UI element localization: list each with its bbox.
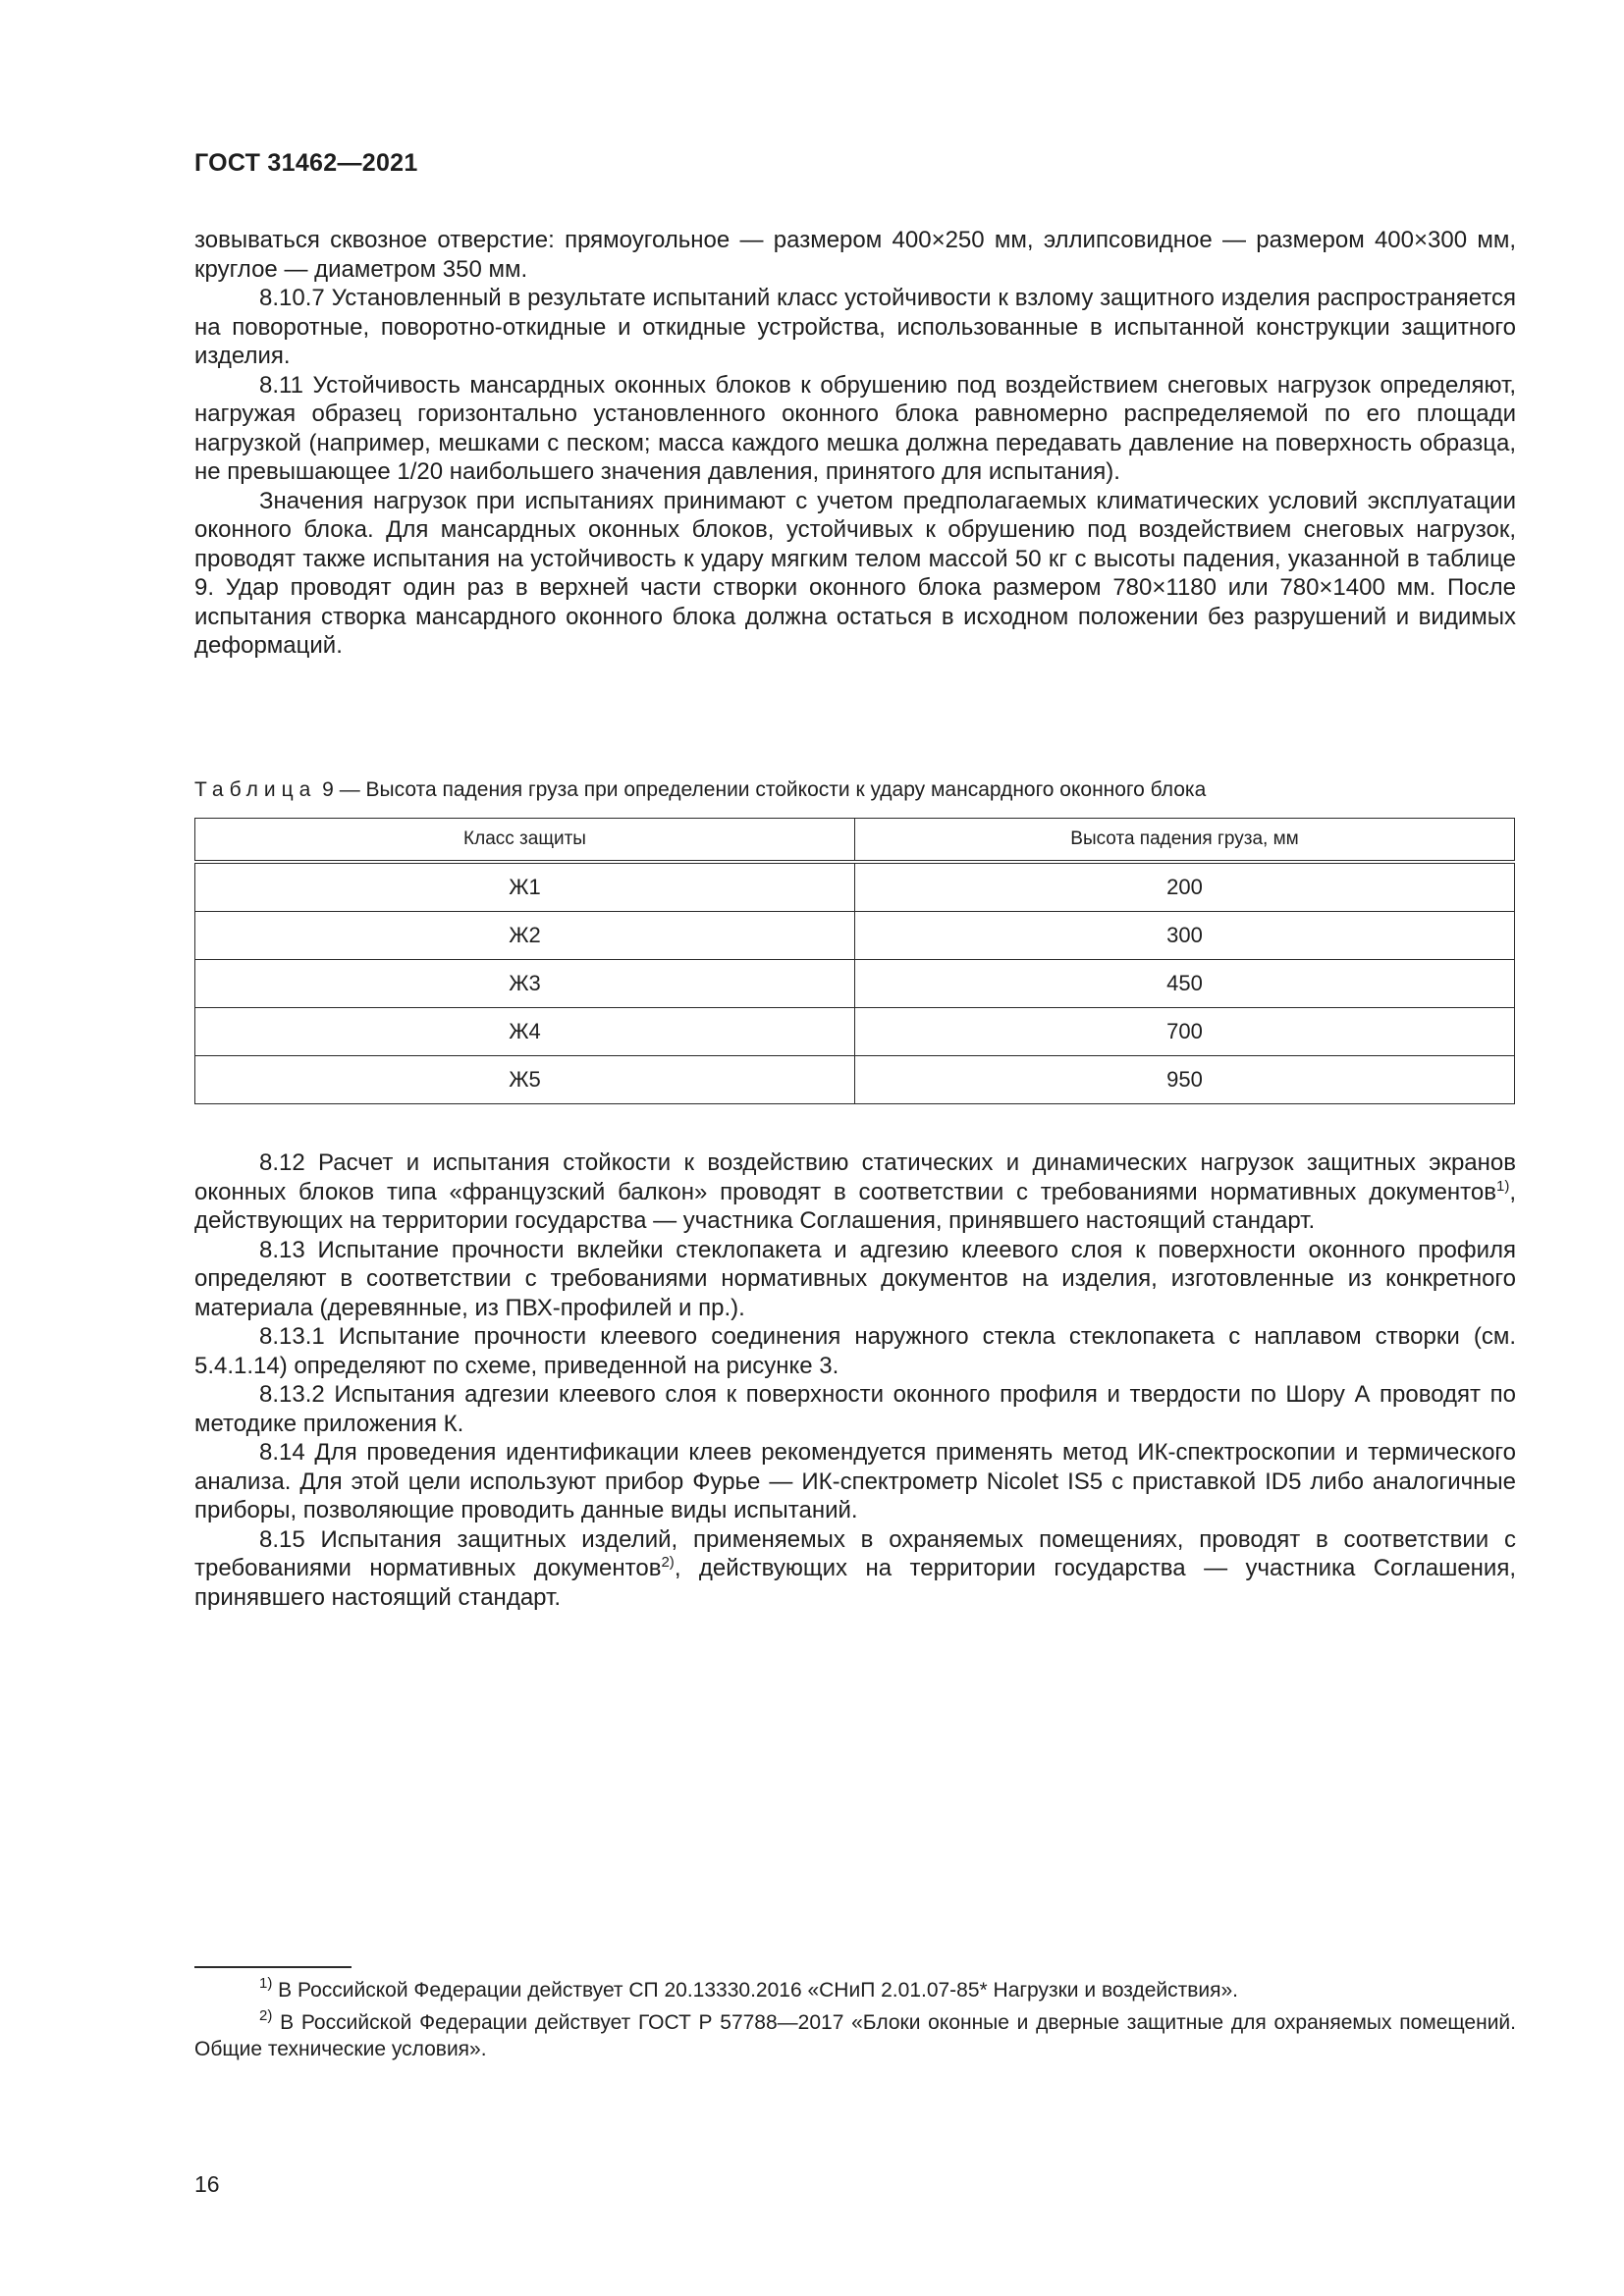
text-block-after-table: [194, 1148, 1516, 1612]
drop-height-table: [194, 818, 1515, 1104]
paragraph-8-14: 8.14 Для проведения идентификации клеев рекомендуется применять метод ИК-спектроскопии и термического анализа. Для этой цели используют прибор Фурье — ИК-спектрометр Nicolet IS5 с приставкой ID5 либо аналогичные приборы, позволяющие проводить данные виды испытаний.: [194, 1439, 1516, 1523]
column-header-height: Высота падения груза, мм: [855, 819, 1515, 863]
paragraph-8-13-2: 8.13.2 Испытания адгезии клеевого слоя к поверхности оконного профиля и твердости по Шору А проводят по методике приложения К.: [194, 1381, 1516, 1437]
cell-height: 700: [855, 1008, 1515, 1056]
footnote-mark-2: 2): [259, 2007, 273, 2024]
column-header-class: Класс защиты: [195, 819, 855, 863]
table-caption: [194, 778, 1206, 802]
footnote-1: [194, 1977, 1516, 2003]
table-caption-label: Таблица: [194, 778, 317, 801]
footnotes: [194, 1977, 1516, 2068]
table-row: [195, 912, 1515, 960]
document-header: ГОСТ 31462—2021: [194, 149, 418, 177]
cell-height: 950: [855, 1056, 1515, 1104]
cell-height: 450: [855, 960, 1515, 1008]
footnote-2: [194, 2009, 1516, 2062]
page-number: 16: [194, 2171, 220, 2197]
paragraph-8-15-text-b: , действующих на территории государства — участника Соглашения, принявшего настоящий стандарт.: [194, 1555, 1516, 1611]
paragraph-8-13: 8.13 Испытание прочности вклейки стеклопакета и адгезию клеевого слоя к поверхности оконного профиля определяют в соответствии с требованиями нормативных документов на изделия, изготовленные из конкретного материала (деревянные, из ПВХ-профилей и пр.).: [194, 1236, 1516, 1321]
table-header-row: [195, 819, 1515, 863]
footnote-ref-2[interactable]: 2): [661, 1554, 675, 1571]
footnote-divider: [194, 1966, 352, 1968]
footnote-mark-1: 1): [259, 1975, 273, 1992]
text-block-before-table: [194, 226, 1516, 661]
paragraph-8-10-7: 8.10.7 Установленный в результате испытаний класс устойчивости к взлому защитного изделия распространяется на поворотные, поворотно-откидные и откидные устройства, использованные в испытанной конструкции защитного изделия.: [194, 285, 1516, 369]
table-row: [195, 862, 1515, 912]
footnote-ref-1[interactable]: 1): [1495, 1177, 1510, 1195]
paragraph-load-values: Значения нагрузок при испытаниях принимают с учетом предполагаемых климатических условий эксплуатации оконного блока. Для мансардных оконных блоков, устойчивых к обрушению под воздействием снеговых нагрузок, проводят также испытания на устойчивость к удару мягким телом массой 50 кг с высоты падения, указанной в таблице 9. Удар проводят один раз в верхней части створки оконного блока размером 780×1180 или 780×1400 мм. После испытания створка мансардного оконного блока должна остаться в исходном положении без разрушений и видимых деформаций.: [194, 487, 1516, 659]
table-caption-text: 9 — Высота падения груза при определении стойкости к удару мансардного оконного блока: [316, 778, 1207, 801]
paragraph-8-12-text-b: , действующих на территории государства — участника Соглашения, принявшего настоящий стандарт.: [194, 1178, 1516, 1234]
paragraph-8-15: [194, 1525, 1516, 1613]
paragraph-8-11: 8.11 Устойчивость мансардных оконных блоков к обрушению под воздействием снеговых нагрузок определяют, нагружая образец горизонтально установленного оконного блока равномерно распределяемой по его площади нагрузкой (например, мешками с песком; масса каждого мешка должна передавать давление на поверхность образца, не превышающее 1/20 наибольшего значения давления, принятого для испытания).: [194, 371, 1516, 485]
paragraph-8-12-text-a: 8.12 Расчет и испытания стойкости к воздействию статических и динамических нагрузок защитных экранов оконных блоков типа «французский балкон» проводят в соответствии с требованиями нормативных документов: [194, 1149, 1516, 1205]
paragraph-8-12: [194, 1148, 1516, 1236]
cell-class: Ж1: [195, 862, 855, 912]
table-row: [195, 960, 1515, 1008]
table-row: [195, 1008, 1515, 1056]
paragraph-8-15-text-a: 8.15 Испытания защитных изделий, применяемых в охраняемых помещениях, проводят в соответствии с требованиями нормативных документов: [194, 1525, 1516, 1581]
footnote-text-1: В Российской Федерации действует СП 20.13330.2016 «СНиП 2.01.07-85* Нагрузки и воздействия».: [272, 1979, 1239, 2002]
footnote-text-2: В Российской Федерации действует ГОСТ Р 57788—2017 «Блоки оконные и дверные защитные для охраняемых помещений. Общие технические условия».: [194, 2011, 1516, 2060]
cell-height: 300: [855, 912, 1515, 960]
table-row: [195, 1056, 1515, 1104]
cell-class: Ж5: [195, 1056, 855, 1104]
cell-class: Ж3: [195, 960, 855, 1008]
cell-height: 200: [855, 862, 1515, 912]
paragraph-continuation: зовываться сквозное отверстие: прямоугольное — размером 400×250 мм, эллипсовидное — размером 400×300 мм, круглое — диаметром 350 мм.: [194, 227, 1516, 283]
paragraph-8-13-1: 8.13.1 Испытание прочности клеевого соединения наружного стекла стеклопакета с наплавом створки (см. 5.4.1.14) определяют по схеме, приведенной на рисунке 3.: [194, 1323, 1516, 1379]
cell-class: Ж4: [195, 1008, 855, 1056]
cell-class: Ж2: [195, 912, 855, 960]
